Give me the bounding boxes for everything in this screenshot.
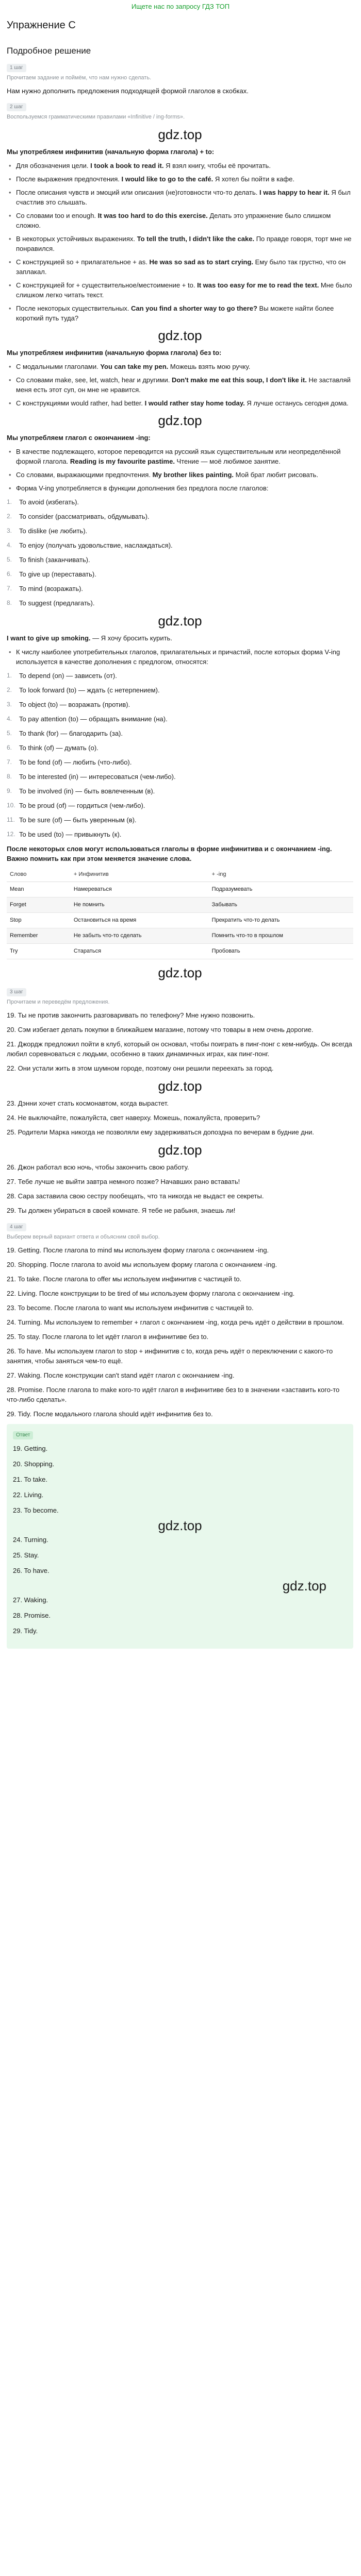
answer-item: 26. To have. — [13, 1567, 50, 1574]
rule-text: После выражения предпочтения. — [16, 175, 122, 183]
prep-verbs-list — [7, 671, 353, 839]
table-cell: Остановиться на время — [71, 913, 209, 928]
rule-item — [7, 174, 353, 184]
table-cell: Намереваться — [71, 882, 209, 897]
verb-item — [7, 555, 353, 565]
sentence-line: 29. Tidy. После модального глагола should идёт инфинитив без to. — [7, 1410, 213, 1418]
item-text: To thank (for) — благодарить (за). — [19, 730, 123, 737]
item-text: To finish (заканчивать). — [19, 556, 90, 564]
table-header: + Инфинитив — [71, 868, 209, 882]
item-number: 8. — [7, 599, 12, 606]
verb-item — [7, 584, 353, 594]
rule-item — [7, 211, 353, 230]
item-text: To be proud (of) — гордиться (чем-либо). — [19, 802, 145, 809]
verb-item — [7, 526, 353, 536]
rule-text: Со словами too и enough. — [16, 212, 98, 219]
sentence-line: 28. Promise. После глагола to make кого-то идёт глагол в инфинитиве без to в значении «заставить кого-то что-либо сделать». — [7, 1386, 340, 1403]
rule-item — [7, 188, 353, 207]
rule-text: Для обозначения цели. — [16, 162, 91, 170]
rule-example: I would like to go to the café. — [121, 175, 214, 183]
rule-example: I took a book to read it. — [90, 162, 164, 170]
rule-text: Со словами make, see, let, watch, hear и другими. — [16, 376, 172, 384]
rule-text: После некоторых существительных. — [16, 304, 132, 312]
verb-item — [7, 728, 353, 738]
item-text: To be fond (of) — любить (что-либо). — [19, 758, 132, 766]
answer-badge: Ответ — [13, 1431, 33, 1439]
rule-translation: Мне было слишком легко читать текст. — [16, 281, 352, 299]
verb-item — [7, 714, 353, 724]
item-text: To avoid (избегать). — [19, 498, 79, 506]
verb-item — [7, 757, 353, 767]
table-row — [7, 882, 353, 897]
table-row — [7, 944, 353, 959]
verb-item — [7, 815, 353, 825]
item-number: 7. — [7, 585, 12, 592]
table-cell: Remember — [7, 928, 71, 944]
rule-example: He was so sad as to start crying. — [149, 258, 254, 266]
rule-item — [7, 483, 353, 493]
item-text: To consider (рассматривать, обдумывать). — [19, 513, 150, 520]
answer-item: 29. Tidy. — [13, 1627, 38, 1635]
rule-item — [7, 470, 353, 480]
item-number: 9. — [7, 787, 12, 794]
item-text: To enjoy (получать удовольствие, наслаждаться). — [19, 541, 173, 549]
answer-item: 20. Shopping. — [13, 1460, 55, 1468]
both-forms-intro: После некоторых слов могут использоваться глаголы в форме инфинитива и с окончанием -ing. Важно помнить как при этом меняется значение слова. — [7, 845, 332, 862]
rule-item — [7, 257, 353, 277]
watermark-logo: gdz.top — [158, 1518, 202, 1533]
rule-translation: Не заставляй меня есть этот суп, он мне не нравится. — [16, 376, 351, 394]
rule-translation: Делать это упражнение было слишком сложно. — [16, 212, 331, 229]
solution-content — [7, 21, 353, 1649]
item-text: To be involved (in) — быть вовлеченным (в). — [19, 787, 155, 795]
watermark-logo: gdz.top — [158, 1142, 202, 1158]
step-caption: Выберем верный вариант ответа и объясним свой выбор. — [7, 1234, 160, 1240]
sentence-line: 23. Дэнни хочет стать космонавтом, когда вырастет. — [7, 1099, 169, 1107]
verb-item — [7, 786, 353, 796]
sentence-line: 27. Тебе лучше не выйти завтра немного позже? Начавших рано вставать! — [7, 1178, 240, 1185]
sentence-line: 26. Джон работал всю ночь, чтобы закончить свою работу. — [7, 1163, 189, 1171]
item-number: 8. — [7, 773, 12, 780]
rule-text: После описания чувств и эмоций или описания (не)готовности что-то делать. — [16, 189, 259, 196]
rule-text: В качестве подлежащего, которое переводится на русский язык существительным или неопределённой формой глагола. — [16, 448, 341, 465]
rule-translation: Можешь взять мою ручку. — [168, 363, 251, 370]
sentence-line: 25. To stay. После глагола to let идёт глагол в инфинитиве без to. — [7, 1333, 209, 1341]
rule-item — [7, 280, 353, 300]
item-number: 3. — [7, 527, 12, 534]
table-cell: Подразумевать — [209, 882, 353, 897]
item-number: 1. — [7, 672, 12, 679]
answer-item: 24. Turning. — [13, 1536, 48, 1544]
table-cell: Стараться — [71, 944, 209, 959]
rule-text: Со словами, выражающими предпочтения. — [16, 471, 153, 479]
rule-translation: По правде говоря, торт мне не понравился. — [16, 235, 352, 252]
step-3 — [7, 985, 353, 1215]
rule-example: Don't make me eat this soup, I don't like it. — [171, 376, 307, 384]
verb-item — [7, 772, 353, 782]
answers-block — [7, 1424, 353, 1649]
table-header: + -ing — [209, 868, 353, 882]
item-number: 2. — [7, 686, 12, 693]
rule-list-inf-noto — [7, 362, 353, 408]
item-number: 6. — [7, 744, 12, 751]
rule-example: I was happy to hear it. — [259, 189, 330, 196]
rule-list-inf-to — [7, 161, 353, 323]
step-badge: 3 шаг — [7, 988, 26, 996]
table-row — [7, 913, 353, 928]
rule-example: My brother likes painting. — [152, 471, 234, 479]
item-text: To mind (возражать). — [19, 585, 84, 592]
step-caption: Воспользуемся грамматическими правилами «Infinitive / ing-forms». — [7, 114, 185, 120]
answers-list — [13, 1444, 347, 1636]
exercise-title: Упражнение C — [7, 20, 76, 31]
watermark-logo: gdz.top — [158, 127, 202, 142]
step-badge: 1 шаг — [7, 64, 26, 72]
item-number: 2. — [7, 513, 12, 520]
rule-item — [7, 375, 353, 395]
table-header: Слово — [7, 868, 71, 882]
step-badge: 4 шаг — [7, 1223, 26, 1231]
step-badge: 2 шаг — [7, 103, 26, 111]
rule-example: It was too easy for me to read the text. — [197, 281, 319, 289]
verb-item — [7, 685, 353, 695]
explanations-list — [7, 1245, 353, 1419]
rule-item — [7, 398, 353, 408]
rule-translation: Я был счастлив это слышать. — [16, 189, 351, 206]
rule-translation: Вы можете найти более короткий путь туда? — [16, 304, 334, 322]
item-text: To look forward (to) — ждать (с нетерпением). — [19, 686, 160, 694]
verb-item — [7, 700, 353, 709]
table-cell: Mean — [7, 882, 71, 897]
answer-item: 25. Stay. — [13, 1551, 39, 1559]
solution-subtitle: Подробное решение — [7, 46, 91, 56]
rule-heading: Мы употребляем глагол с окончанием -ing: — [7, 434, 151, 442]
item-text: To object (to) — возражать (против). — [19, 701, 130, 708]
verb-item — [7, 497, 353, 507]
answer-item: 23. To become. — [13, 1506, 59, 1514]
step-4 — [7, 1220, 353, 1419]
table-cell: Stop — [7, 913, 71, 928]
answer-item: 27. Waking. — [13, 1596, 48, 1604]
rule-item — [7, 447, 353, 466]
verb-item — [7, 540, 353, 550]
prep-intro: • К числу наиболее употребительных глаголов, прилагательных и причастий, после которых форма V-ing используется в качестве дополнения с предлогом, относятся: — [7, 647, 353, 667]
watermark-logo: gdz.top — [158, 1078, 202, 1094]
watermark-logo: gdz.top — [158, 965, 202, 980]
sentence-line: 22. Они устали жить в этом шумном городе, поэтому они решили переехать за город. — [7, 1064, 274, 1072]
rule-example: Can you find a shorter way to go there? — [131, 304, 257, 312]
rule-text: С конструкцией so + прилагательное + as. — [16, 258, 150, 266]
item-text: To depend (on) — зависеть (от). — [19, 672, 117, 680]
sentence-line: 20. Shopping. После глагола to avoid мы используем форму глагола с окончанием -ing. — [7, 1261, 277, 1268]
rule-text: С модальными глаголами. — [16, 363, 101, 370]
rule-example: You can take my pen. — [100, 363, 169, 370]
item-text: To be interested (in) — интересоваться (чем-либо). — [19, 773, 176, 781]
item-number: 5. — [7, 730, 12, 737]
rule-item — [7, 362, 353, 371]
sentence-line: 26. To have. Мы используем глагол to stop + инфинитив с to, когда речь идёт о переключении с какого-то занятия, чтобы заняться чем-то ещё. — [7, 1347, 333, 1365]
item-number: 10. — [7, 802, 15, 809]
table-cell: Forget — [7, 897, 71, 913]
sentence-line: 27. Waking. После конструкции can't stand идёт глагол с окончанием -ing. — [7, 1371, 235, 1379]
step-caption: Прочитаем задание и поймём, что нам нужно сделать. — [7, 75, 152, 81]
sentence-line: 19. Getting. После глагола to mind мы используем форму глагола с окончанием -ing. — [7, 1246, 269, 1254]
answer-item: 22. Living. — [13, 1491, 44, 1499]
watermark-logo: gdz.top — [158, 413, 202, 428]
rule-example: It was too hard to do this exercise. — [97, 212, 208, 219]
rule-translation: Мой брат любит рисовать. — [234, 471, 318, 479]
watermark-logo: gdz.top — [158, 328, 202, 343]
table-cell: Забывать — [209, 897, 353, 913]
rule-example: To tell the truth, I didn't like the cake. — [137, 235, 255, 243]
item-text: To think (of) — думать (о). — [19, 744, 99, 752]
sentence-line: 23. To become. После глагола to want мы используем инфинитив с частицей to. — [7, 1304, 254, 1312]
sentence-line: 24. Не выключайте, пожалуйста, свет наверху. Можешь, пожалуйста, проверить? — [7, 1114, 260, 1122]
verb-item — [7, 569, 353, 579]
item-number: 4. — [7, 715, 12, 722]
step-caption: Прочитаем и переведём предложения. — [7, 999, 110, 1005]
sentence-line: 28. Сара заставила свою сестру пообещать, что та никогда не выдаст ее секреты. — [7, 1192, 264, 1200]
item-text: To give up (переставать). — [19, 570, 96, 578]
table-cell: Не помнить — [71, 897, 209, 913]
sentence-line: 22. Living. После конструкции to be tired of мы используем форму глагола с окончанием -ing. — [7, 1290, 295, 1297]
verb-item — [7, 801, 353, 810]
rule-text: В некоторых устойчивых выражениях. — [16, 235, 137, 243]
verb-item — [7, 829, 353, 839]
rule-example: Reading is my favourite pastime. — [70, 457, 175, 465]
sentence-line: 21. To take. После глагола to offer мы используем инфинитив с частицей to. — [7, 1275, 242, 1283]
item-number: 11. — [7, 816, 15, 823]
search-banner[interactable]: Ищете нас по запросу ГДЗ ТОП — [131, 3, 230, 10]
item-number: 3. — [7, 701, 12, 708]
item-number: 6. — [7, 570, 12, 578]
rule-translation: Я взял книгу, чтобы её прочитать. — [163, 162, 271, 170]
answer-item: 28. Promise. — [13, 1612, 51, 1619]
meaning-table — [7, 868, 353, 959]
rule-heading: Мы употребляем инфинитив (начальную форма глагола) без to: — [7, 349, 222, 357]
item-text: To be used (to) — привыкнуть (к). — [19, 831, 122, 838]
watermark-logo: gdz.top — [282, 1578, 326, 1594]
item-number: 5. — [7, 556, 12, 563]
sentence-line: 21. Джордж предложил пойти в клуб, который он основал, чтобы поиграть в пинг-понг с кем-нибудь. Он всегда любил соревноваться с людьми, особенно в таких динамичных играх, как пинг-понг. — [7, 1040, 352, 1058]
watermark-logo: gdz.top — [158, 613, 202, 629]
answer-item: 21. To take. — [13, 1476, 47, 1483]
step-1 — [7, 61, 353, 96]
rule-text: С конструкциями would rather, had better. — [16, 399, 145, 407]
rule-text: С конструкцией for + существительное/местоимение + to. — [16, 281, 198, 289]
table-cell: Прекратить что-то делать — [209, 913, 353, 928]
ing-verbs-list — [7, 497, 353, 608]
verb-item — [7, 512, 353, 521]
translations-list — [7, 1010, 353, 1215]
rule-example: I would rather stay home today. — [144, 399, 245, 407]
rule-list-ing — [7, 447, 353, 493]
item-text: To suggest (предлагать). — [19, 599, 95, 607]
verb-item — [7, 598, 353, 608]
item-number: 4. — [7, 541, 12, 549]
rule-text: Форма V-ing употребляется в функции дополнения без предлога после глаголов: — [16, 484, 269, 492]
rule-item — [7, 161, 353, 171]
answer-item: 19. Getting. — [13, 1445, 48, 1452]
table-row — [7, 897, 353, 913]
item-text: To pay attention (to) — обращать внимание (на). — [19, 715, 168, 723]
rule-translation: Чтение — моё любимое занятие. — [174, 457, 281, 465]
sentence-line: 29. Ты должен убираться в своей комнате. Я тебе не рабыня, знаешь ли! — [7, 1207, 236, 1214]
step-text: Нам нужно дополнить предложения подходящей формой глаголов в скобках. — [7, 87, 249, 95]
item-text: To be sure (of) — быть уверенным (в). — [19, 816, 137, 824]
verb-item — [7, 743, 353, 753]
ing-example: I want to give up smoking. — Я хочу бросить курить. — [7, 634, 172, 642]
sentence-line: 24. Turning. Мы используем to remember + глагол с окончанием -ing, когда речь идёт о действии в прошлом. — [7, 1318, 344, 1326]
rule-translation: Я хотел бы пойти в кафе. — [213, 175, 294, 183]
sentence-line: 20. Сэм избегает делать покупки в ближайшем магазине, потому что товары в нем очень дорогие. — [7, 1026, 314, 1033]
rule-item — [7, 303, 353, 323]
item-text: To dislike (не любить). — [19, 527, 88, 535]
item-number: 7. — [7, 758, 12, 766]
item-number: 1. — [7, 498, 12, 505]
sentence-line: 19. Ты не против закончить разговаривать по телефону? Мне нужно позвонить. — [7, 1011, 255, 1019]
table-cell: Пробовать — [209, 944, 353, 959]
item-number: 12. — [7, 831, 15, 838]
sentence-line: 25. Родители Марка никогда не позволяли ему задерживаться допоздна по вечерам в будние дни. — [7, 1128, 315, 1136]
rule-translation: Я лучше останусь сегодня дома. — [244, 399, 349, 407]
rule-item — [7, 234, 353, 253]
table-row — [7, 928, 353, 944]
rule-heading: Мы употребляем инфинитив (начальную форма глагола) + to: — [7, 148, 215, 156]
table-cell: Try — [7, 944, 71, 959]
verb-item — [7, 671, 353, 681]
table-cell: Не забыть что-то сделать — [71, 928, 209, 944]
table-cell: Помнить что-то в прошлом — [209, 928, 353, 944]
step-2 — [7, 100, 353, 981]
rule-translation: Ему было так грустно, что он заплакал. — [16, 258, 346, 276]
